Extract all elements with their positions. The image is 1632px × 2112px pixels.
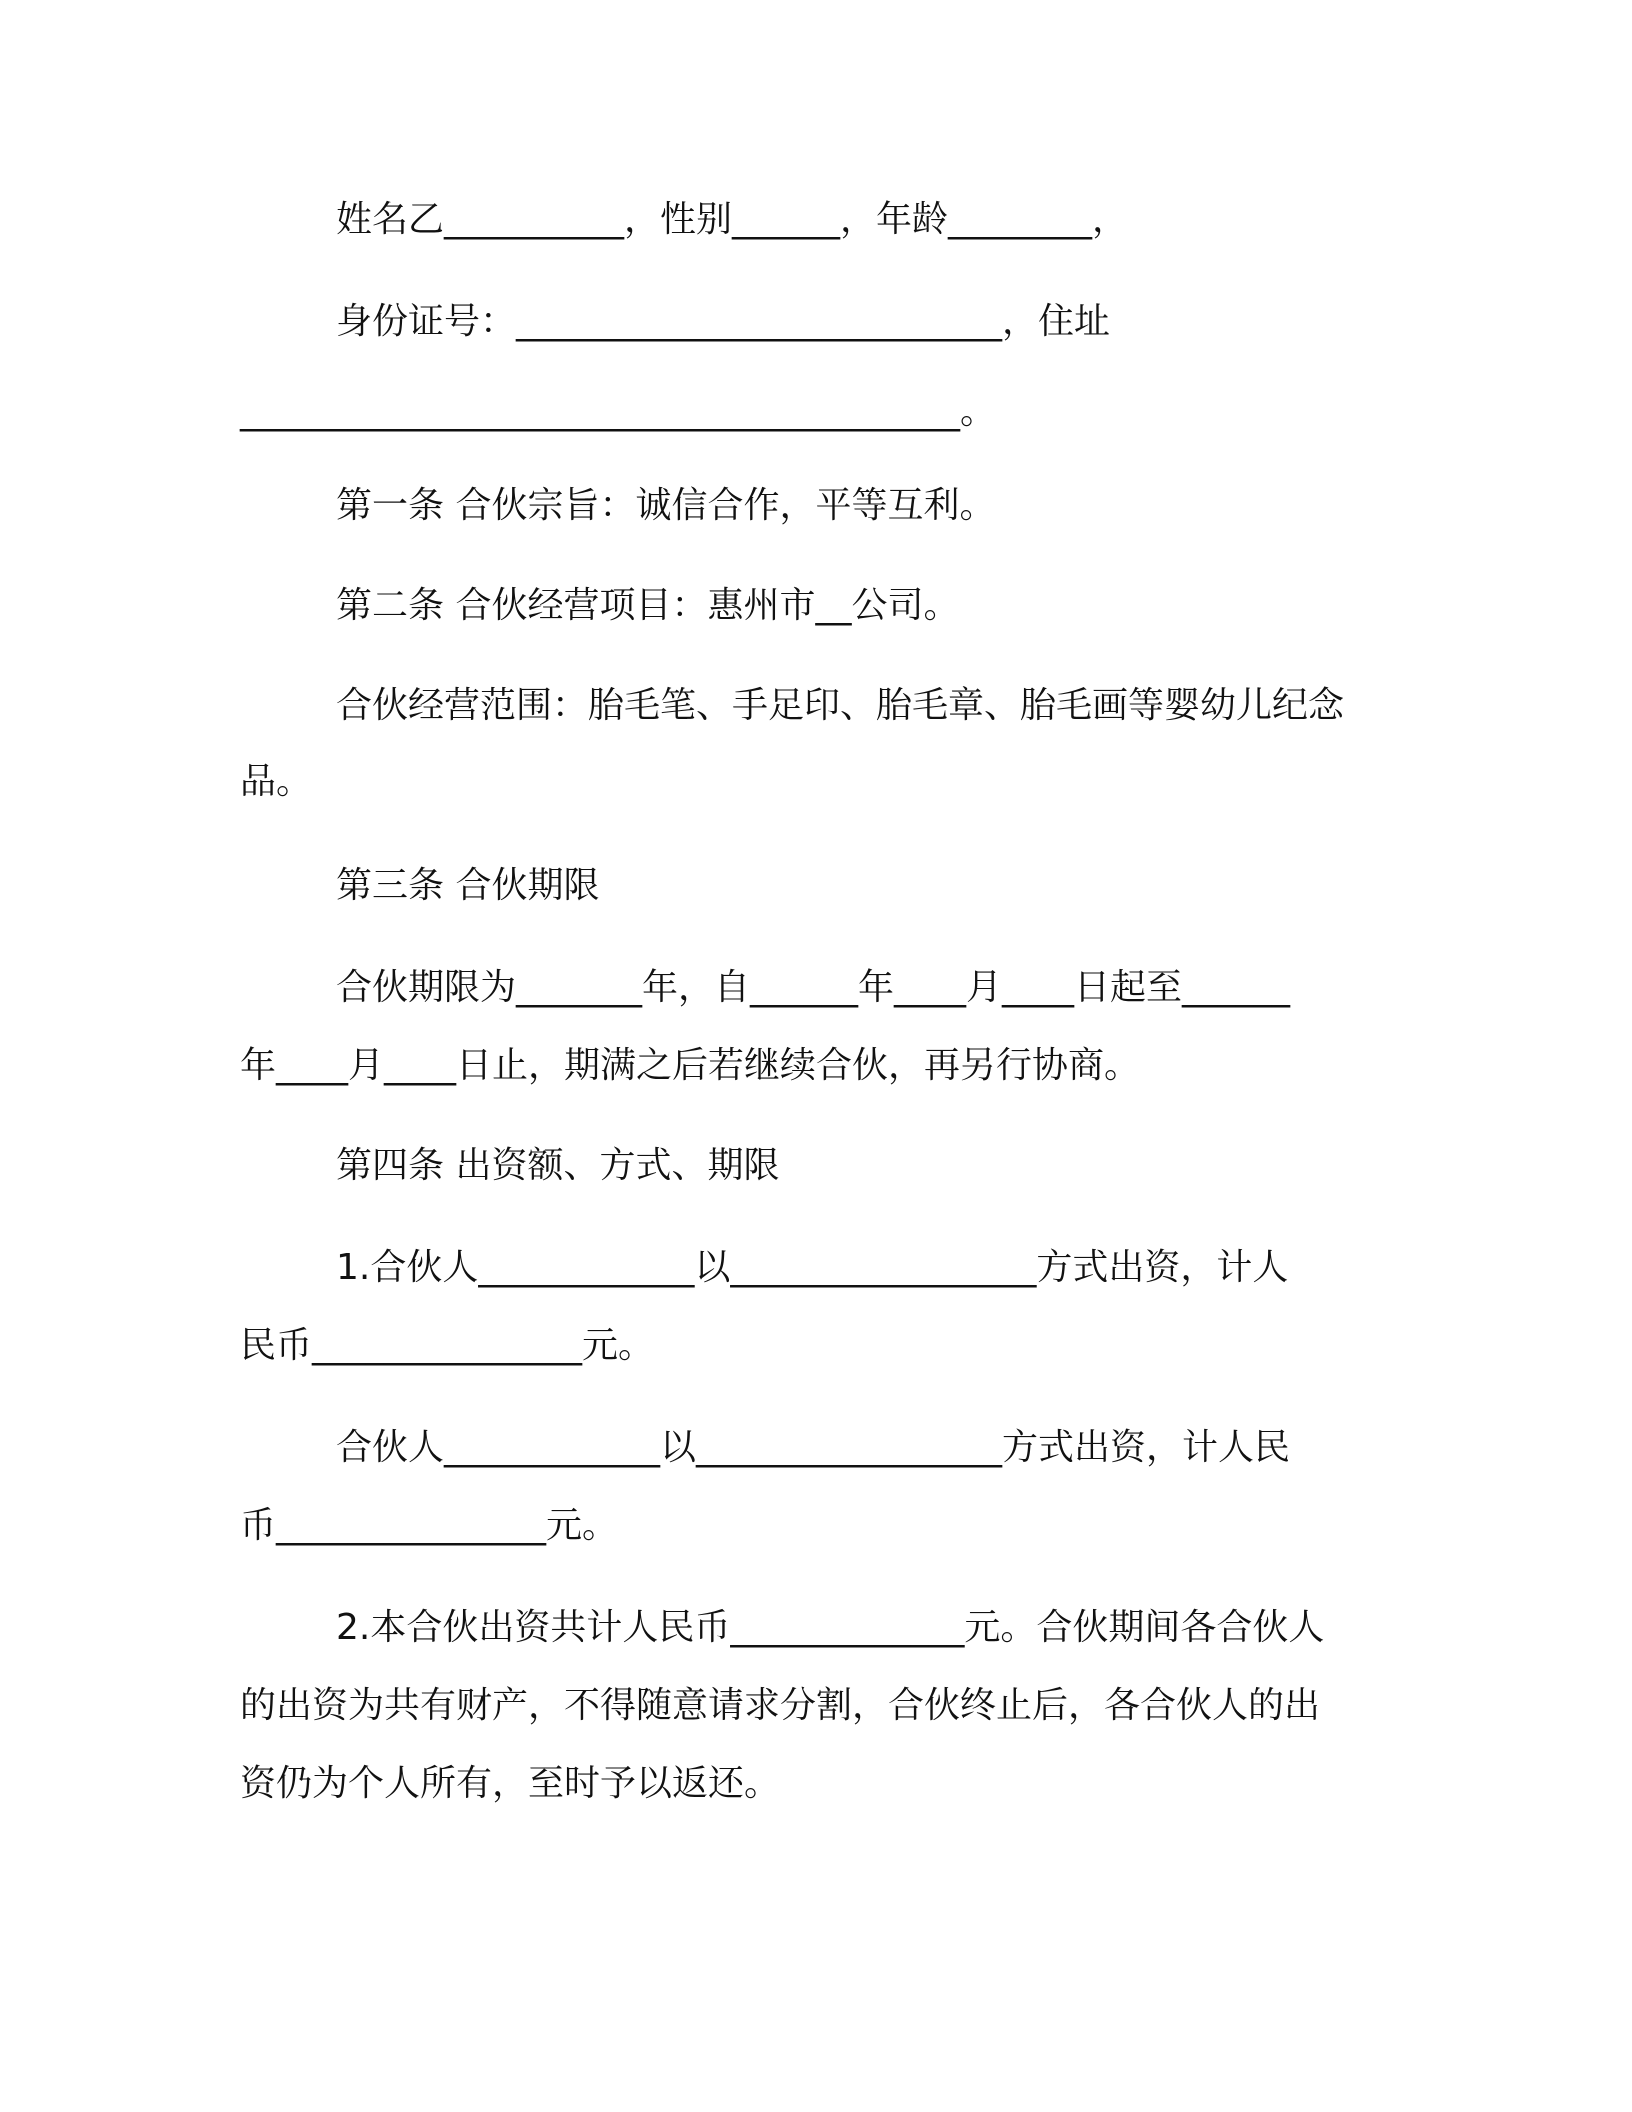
article-1-heading: 第一条 合伙宗旨：诚信合作，平等互利。 xyxy=(336,485,996,526)
article-3-heading: 第三条 合伙期限 xyxy=(336,865,600,906)
party-b-name-line: 姓名乙__________，性别______，年龄________， xyxy=(336,199,1129,240)
party-b-id-line: 身份证号：___________________________，住址 xyxy=(336,301,1111,342)
contribution-2-continuation: 币_______________元。 xyxy=(240,1505,619,1546)
total-contribution-continuation-2: 资仍为个人所有，至时予以返还。 xyxy=(240,1763,781,1804)
article-2-heading: 第二条 合伙经营项目：惠州市__公司。 xyxy=(336,585,960,626)
total-contribution-line: 2.本合伙出资共计人民币_____________元。合伙期间各合伙人 xyxy=(336,1607,1325,1648)
contribution-1-line: 1.合伙人____________以_________________方式出资，计人 xyxy=(336,1247,1289,1288)
partnership-term-line: 合伙期限为_______年，自______年____月____日起至______ xyxy=(336,967,1291,1008)
partnership-term-continuation: 年____月____日止，期满之后若继续合伙，再另行协商。 xyxy=(240,1045,1141,1086)
article-4-heading: 第四条 出资额、方式、期限 xyxy=(336,1145,780,1186)
contribution-2-line: 合伙人____________以_________________方式出资，计人民 xyxy=(336,1427,1291,1468)
total-contribution-continuation-1: 的出资为共有财产，不得随意请求分割，合伙终止后，各合伙人的出 xyxy=(240,1685,1321,1726)
business-scope-continuation: 品。 xyxy=(240,761,313,802)
party-b-address-line: ________________________________________。 xyxy=(240,391,996,432)
business-scope-line: 合伙经营范围：胎毛笔、手足印、胎毛章、胎毛画等婴幼儿纪念 xyxy=(336,685,1345,726)
contribution-1-continuation: 民币_______________元。 xyxy=(240,1325,655,1366)
